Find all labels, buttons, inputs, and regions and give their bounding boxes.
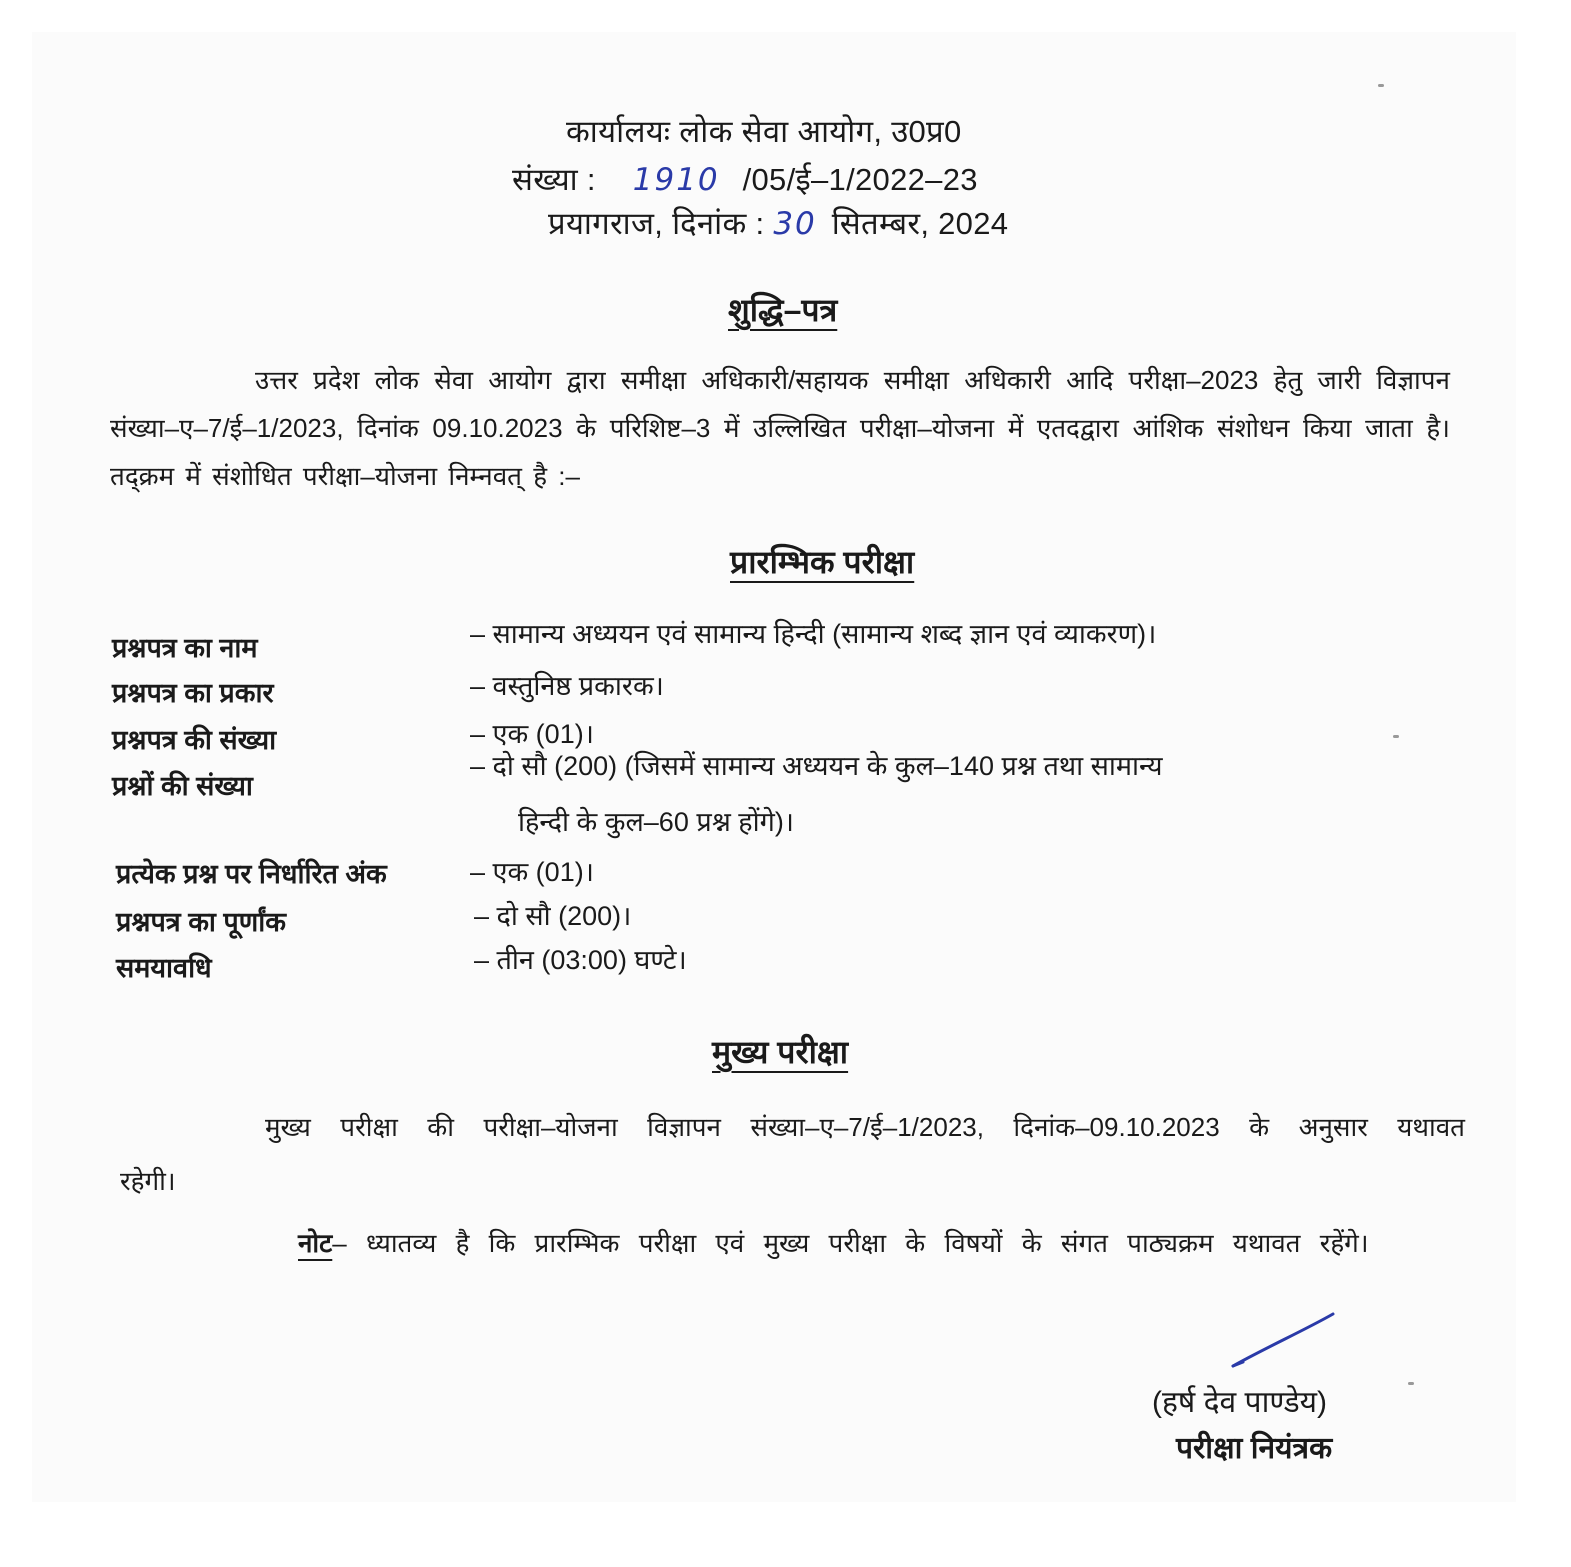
row-label-paper-name: प्रश्नपत्र का नाम <box>112 633 258 663</box>
row-label-question-count: प्रश्नों की संख्या <box>112 771 253 801</box>
scan-speck <box>1393 735 1399 738</box>
signatory-designation: परीक्षा नियंत्रक <box>1176 1432 1333 1465</box>
row-value-marks-per-question: – एक (01)। <box>470 857 594 887</box>
row-value-paper-name: – सामान्य अध्ययन एवं सामान्य हिन्दी (सामान्य शब्द ज्ञान एवं व्याकरण)। <box>470 619 1157 649</box>
signatory-name: (हर्ष देव पाण्डेय) <box>1152 1386 1328 1419</box>
note-label: नोट <box>298 1228 333 1258</box>
row-value-question-count: – दो सौ (200) (जिसमें सामान्य अध्ययन के कुल–140 प्रश्न तथा सामान्य <box>470 751 1163 781</box>
office-line: कार्यालयः लोक सेवा आयोग, उ0प्र0 <box>566 114 962 149</box>
note-text: – ध्यातव्य है कि प्रारम्भिक परीक्षा एवं मुख्य परीक्षा के विषयों के संगत पाठ्यक्रम यथावत रहेंगे। <box>332 1228 1369 1258</box>
place-date-prefix: प्रयागराज, दिनांक : <box>548 206 765 241</box>
number-suffix: /05/ई–1/2022–23 <box>742 162 978 197</box>
date-suffix: सितम्बर, 2024 <box>831 206 1009 241</box>
number-label: संख्या : <box>512 162 596 197</box>
row-value-total-marks: – दो सौ (200)। <box>474 901 632 931</box>
scan-speck <box>1378 84 1384 87</box>
handwritten-number: 1910 <box>632 162 720 198</box>
row-value-paper-type: – वस्तुनिष्ठ प्रकारक। <box>470 671 664 701</box>
document-title: शुद्धि–पत्र <box>728 292 838 328</box>
row-value-question-count-line2: हिन्दी के कुल–60 प्रश्न होंगे)। <box>518 807 795 837</box>
main-exam-paragraph: मुख्य परीक्षा की परीक्षा–योजना विज्ञापन संख्या–ए–7/ई–1/2023, दिनांक–09.10.2023 के अनुसार यथावत रहेगी। <box>120 1112 1465 1196</box>
intro-paragraph: उत्तर प्रदेश लोक सेवा आयोग द्वारा समीक्षा अधिकारी/सहायक समीक्षा अधिकारी आदि परीक्षा–2023 हेतु जारी विज्ञापन संख्या–ए–7/ई–1/2023, दिनांक 09.10.2023 के परिशिष्ट–3 में उल्लिखित परीक्षा–योजना में एतदद्वारा आंशिक संशोधन किया जाता है। तद्क्रम में संशोधित परीक्षा–योजना निम्नवत् है :– <box>110 365 1450 491</box>
row-value-duration: – तीन (03:00) घण्टे। <box>474 945 687 975</box>
row-label-duration: समयावधि <box>116 953 212 983</box>
row-value-paper-count: – एक (01)। <box>470 719 594 749</box>
reference-number-line <box>512 162 978 198</box>
row-label-paper-type: प्रश्नपत्र का प्रकार <box>112 678 274 708</box>
place-date-line <box>548 206 1008 242</box>
handwritten-date: 30 <box>773 206 817 242</box>
note-paragraph <box>120 1214 1468 1272</box>
main-exam-heading: मुख्य परीक्षा <box>712 1034 849 1070</box>
preliminary-exam-heading: प्रारम्भिक परीक्षा <box>730 544 915 580</box>
row-label-total-marks: प्रश्नपत्र का पूर्णांक <box>116 907 287 937</box>
row-label-marks-per-question: प्रत्येक प्रश्न पर निर्धारित अंक <box>116 859 387 889</box>
row-label-paper-count: प्रश्नपत्र की संख्या <box>112 725 277 755</box>
scan-speck <box>1408 1382 1414 1385</box>
signature-mark-icon <box>1225 1308 1340 1372</box>
